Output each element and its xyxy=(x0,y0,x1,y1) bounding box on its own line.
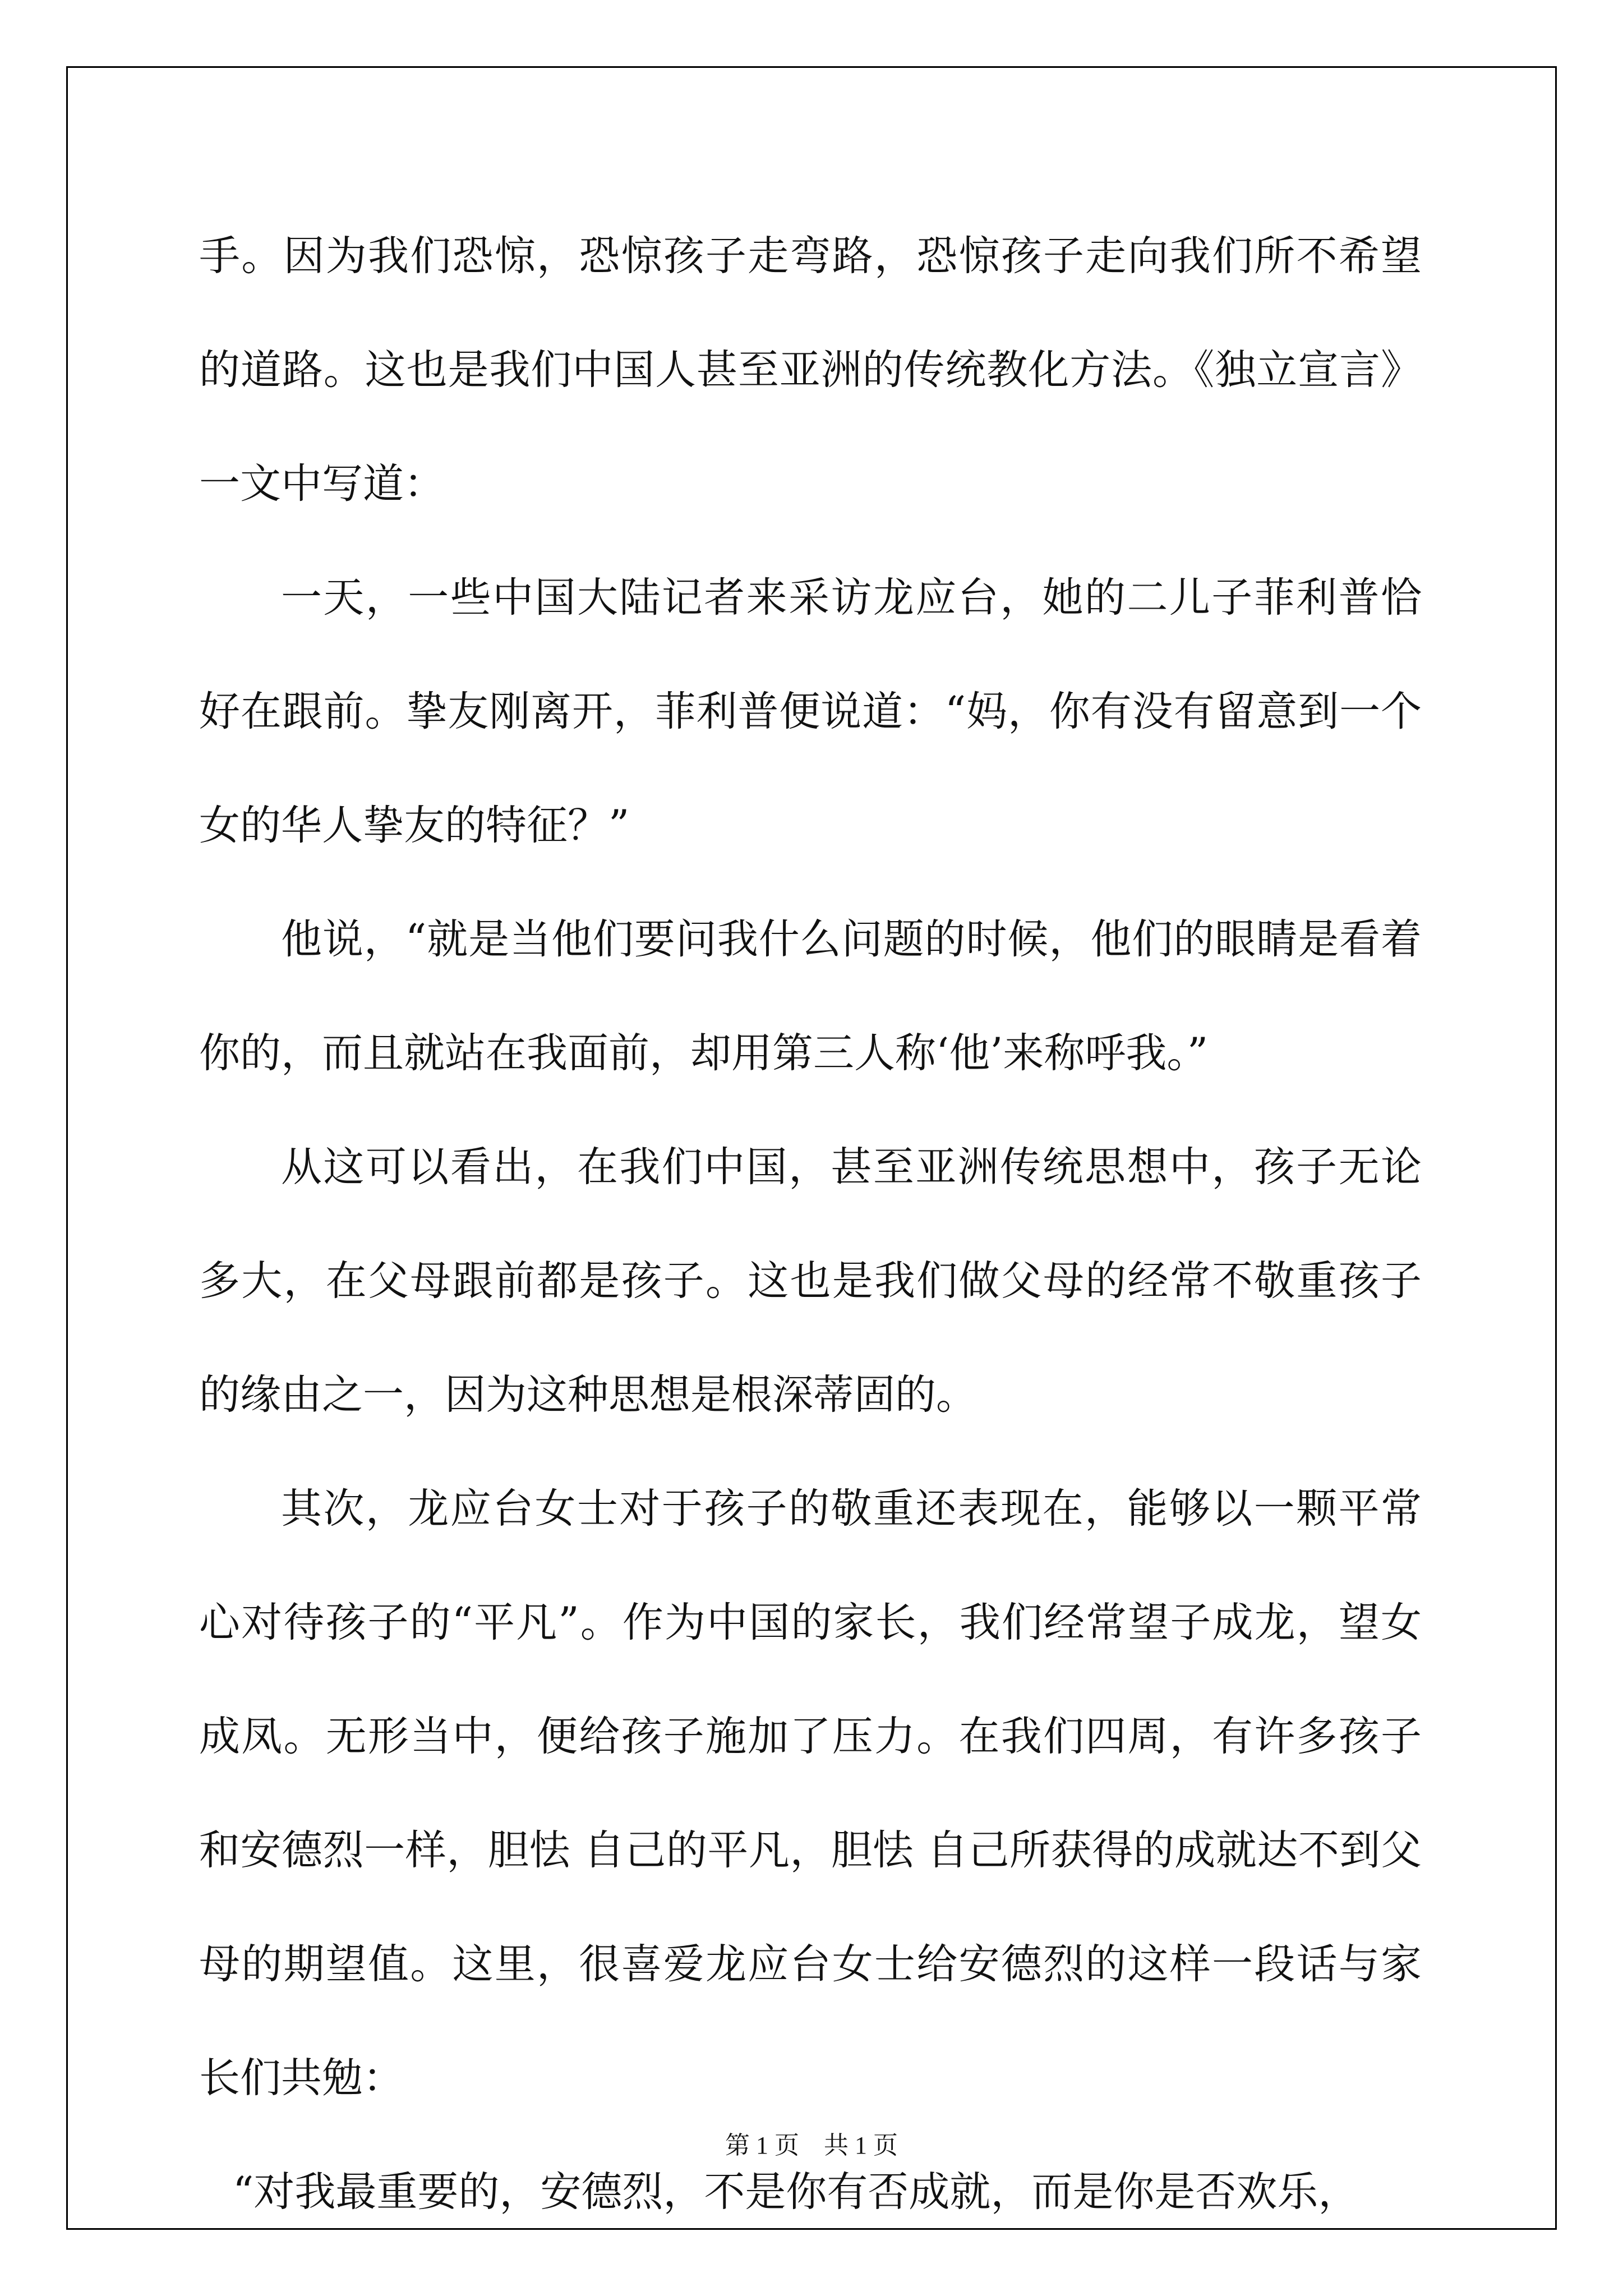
paragraph-4: 从这可以看出，在我们中国，甚至亚洲传统思想中，孩子无论多大，在父母跟前都是孩子。这也是我们做父母的经常不敬重孩子的缘由之一，因为这种思想是根深蒂固的。 xyxy=(199,1143,1422,1419)
paragraph-6: “对我最重要的，安德烈，不是你有否成就，而是你是否欢乐， xyxy=(233,2168,1359,2216)
page-footer xyxy=(0,2129,1623,2162)
paragraph-5: 其次，龙应台女士对于孩子的敬重还表现在，能够以一颗平常心对待孩子的“平凡”。作为中国的家长，我们经常望子成龙，望女成凤。无形当中，便给孩子施加了压力。在我们四周，有许多孩子和安德烈一样，胆怯 自己的平凡，胆怯 自己所获得的成就达不到父母的期望值。这里，很喜爱龙应台女士给安德烈的这样一段话与家长们共勉： xyxy=(199,1485,1422,2102)
paragraph-2: 一天，一些中国大陆记者来采访龙应台，她的二儿子菲利普恰好在跟前。挚友刚离开，菲利普便说道：“妈，你有没有留意到一个女的华人挚友的特征？” xyxy=(199,574,1422,849)
paragraph-1: 手。因为我们恐惊，恐惊孩子走弯路，恐惊孩子走向我们所不希望的道路。这也是我们中国人甚至亚洲的传统教化方法。《独立宣言》一文中写道： xyxy=(199,232,1422,508)
page-number-label: 第 1 页 共 1 页 xyxy=(725,2132,898,2159)
paragraph-3: 他说，“就是当他们要问我什么问题的时候，他们的眼睛是看着你的，而且就站在我面前，却用第三人称‘他’来称呼我。” xyxy=(199,915,1422,1077)
document-body xyxy=(199,199,1422,2249)
